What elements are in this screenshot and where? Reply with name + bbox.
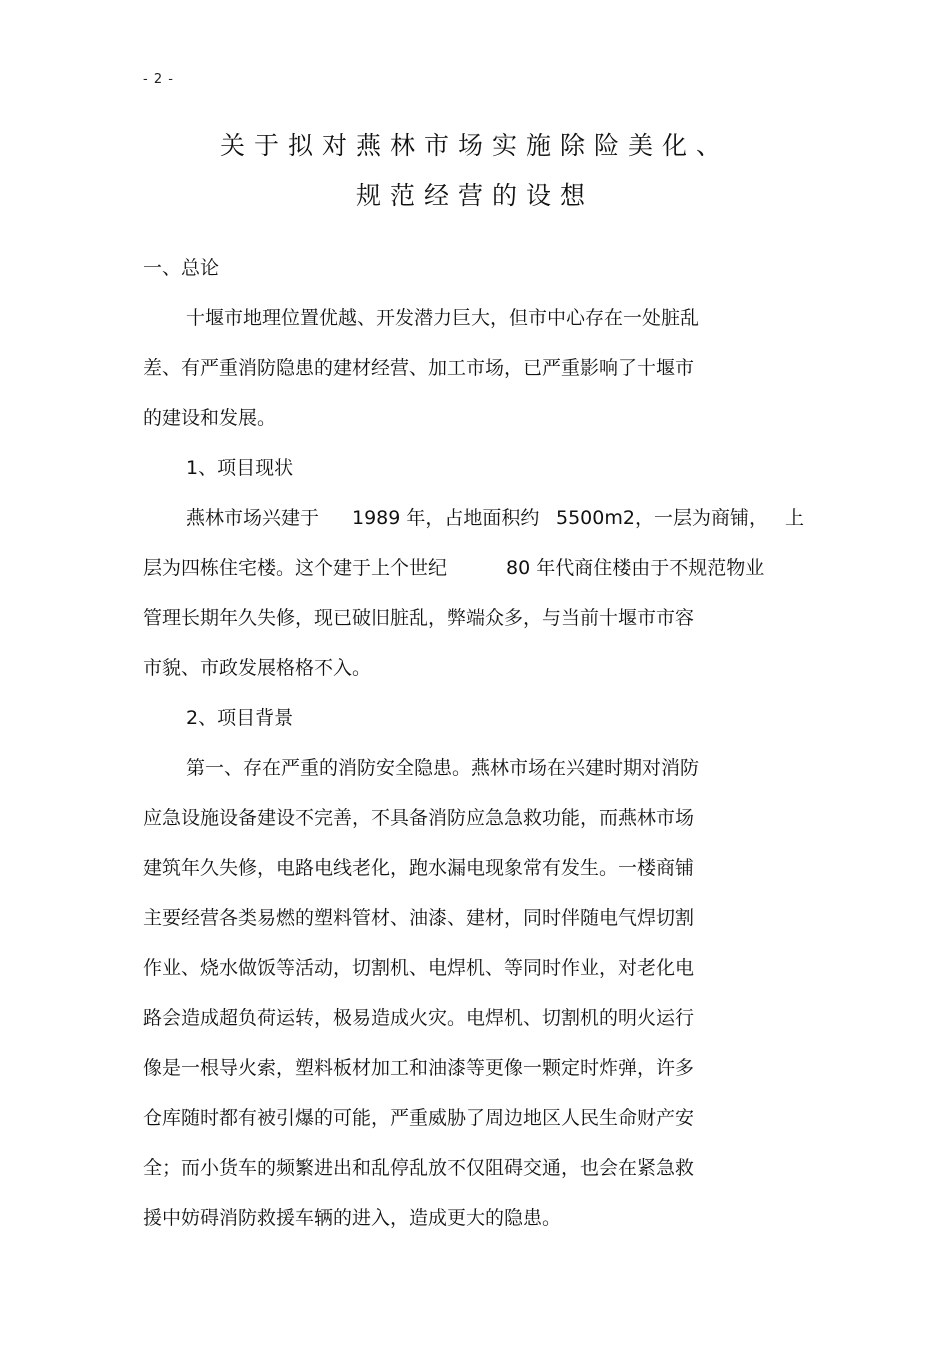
paragraph-line: 5500m2，一层为商铺， [556,507,768,529]
paragraph-line: 作业、烧水做饭等活动，切割机、电焊机、等同时作业，对老化电 [143,957,695,979]
paragraph-line: 1989 年，占地面积约 [352,507,540,529]
paragraph-line: 路会造成超负荷运转，极易造成火灾。电焊机、切割机的明火运行 [143,1007,695,1029]
paragraph-line: 十堰市地理位置优越、开发潜力巨大，但市中心存在一处脏乱 [186,307,700,329]
paragraph-line: 仓库随时都有被引爆的可能，严重威胁了周边地区人民生命财产安 [143,1107,695,1129]
paragraph-line: 燕林市场兴建于 [186,507,320,529]
paragraph-line: 援中妨碍消防救援车辆的进入，造成更大的隐患。 [143,1207,562,1229]
paragraph-line: 层为四栋住宅楼。这个建于上个世纪 [143,557,448,579]
paragraph-line: 全；而小货车的频繁进出和乱停乱放不仅阻碍交通，也会在紧急救 [143,1157,695,1179]
paragraph-line: 管理长期年久失修，现已破旧脏乱，弊端众多，与当前十堰市市容 [143,607,695,629]
document-title-line-1: 关于拟对燕林市场实施除险美化、 [219,131,730,160]
document-title-line-2: 规范经营的设想 [355,181,594,210]
paragraph-line: 第一、存在严重的消防安全隐患。燕林市场在兴建时期对消防 [186,757,700,779]
subheading-project-status: 1、项目现状 [186,457,294,479]
paragraph-line: 市貌、市政发展格格不入。 [143,657,372,679]
paragraph-line: 像是一根导火索，塑料板材加工和油漆等更像一颗定时炸弹，许多 [143,1057,695,1079]
paragraph-line: 的建设和发展。 [143,407,277,429]
subheading-project-background: 2、项目背景 [186,707,294,729]
page-number: - 2 - [143,72,174,87]
paragraph-line: 80 年代商住楼由于不规范物业 [506,557,765,579]
paragraph-line: 上 [785,507,805,529]
paragraph-line: 主要经营各类易燃的塑料管材、油漆、建材，同时伴随电气焊切割 [143,907,695,929]
section-heading-general: 一、总论 [143,257,220,279]
paragraph-line: 差、有严重消防隐患的建材经营、加工市场，已严重影响了十堰市 [143,357,695,379]
paragraph-line: 应急设施设备建设不完善，不具备消防应急急救功能，而燕林市场 [143,807,695,829]
paragraph-line: 建筑年久失修，电路电线老化，跑水漏电现象常有发生。一楼商铺 [143,857,695,879]
